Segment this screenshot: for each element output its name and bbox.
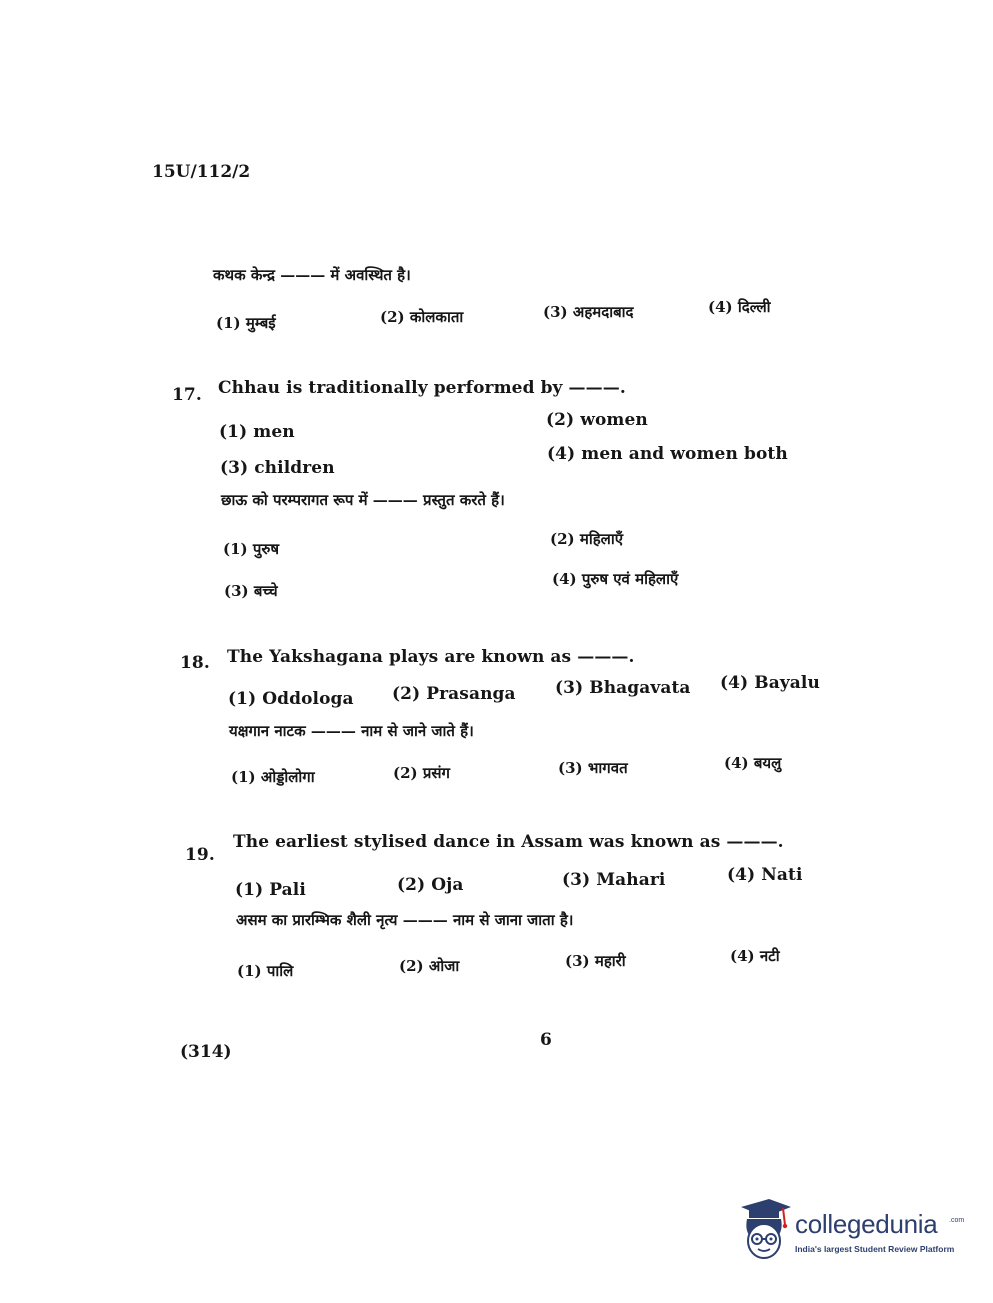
paper-code: 15U/112/2 xyxy=(152,162,251,182)
q19-option-1-english: (1) Pali xyxy=(235,880,306,900)
q19-option-3-english: (3) Mahari xyxy=(562,870,666,890)
q18-option-3-english: (3) Bhagavata xyxy=(555,678,691,698)
watermark-tagline: India's largest Student Review Platform xyxy=(795,1244,955,1254)
q16-option-3-hindi: (3) अहमदाबाद xyxy=(543,303,634,321)
q16-option-1-hindi: (1) मुम्बई xyxy=(216,314,276,332)
q16-option-2-hindi: (2) कोलकाता xyxy=(380,308,464,326)
student-mascot-icon xyxy=(735,1195,795,1267)
q17-option-1-hindi: (1) पुरुष xyxy=(223,540,280,558)
q18-option-1-hindi: (1) ओड्डोलोगा xyxy=(231,768,315,786)
q18-option-4-english: (4) Bayalu xyxy=(720,673,820,693)
q17-stem-english: Chhau is traditionally performed by ———. xyxy=(218,378,626,398)
q16-stem-hindi: कथक केन्द्र ——— में अवस्थित है। xyxy=(213,266,411,284)
q19-number: 19. xyxy=(185,845,215,865)
q19-option-2-hindi: (2) ओजा xyxy=(399,957,460,975)
q18-option-2-hindi: (2) प्रसंग xyxy=(393,764,450,782)
q17-option-1-english: (1) men xyxy=(219,422,295,442)
q18-option-3-hindi: (3) भागवत xyxy=(558,759,628,777)
q19-stem-english: The earliest stylised dance in Assam was known as ———. xyxy=(233,832,784,852)
q18-option-1-english: (1) Oddologa xyxy=(228,689,354,709)
q17-option-3-hindi: (3) बच्चे xyxy=(224,582,278,600)
q17-option-3-english: (3) children xyxy=(220,458,335,478)
q16-option-4-hindi: (4) दिल्ली xyxy=(708,298,771,316)
footer-code: (314) xyxy=(180,1042,232,1062)
page-number: 6 xyxy=(540,1030,552,1050)
q18-option-4-hindi: (4) बयलु xyxy=(724,754,782,772)
q19-stem-hindi: असम का प्रारम्भिक शैली नृत्य ——— नाम से जाना जाता है। xyxy=(236,911,574,929)
q19-option-1-hindi: (1) पालि xyxy=(237,962,294,980)
q19-option-4-hindi: (4) नटी xyxy=(730,947,780,965)
q18-stem-english: The Yakshagana plays are known as ———. xyxy=(227,647,635,667)
collegedunia-watermark xyxy=(735,1195,965,1267)
q17-option-4-hindi: (4) पुरुष एवं महिलाएँ xyxy=(552,570,679,588)
q17-number: 17. xyxy=(172,385,202,405)
q18-stem-hindi: यक्षगान नाटक ——— नाम से जाने जाते हैं। xyxy=(229,722,474,740)
q18-number: 18. xyxy=(180,653,210,673)
q19-option-2-english: (2) Oja xyxy=(397,875,464,895)
q17-option-2-english: (2) women xyxy=(546,410,648,430)
q19-option-4-english: (4) Nati xyxy=(727,865,803,885)
q17-stem-hindi: छाऊ को परम्परागत रूप में ——— प्रस्तुत करते हैं। xyxy=(221,491,505,509)
q18-option-2-english: (2) Prasanga xyxy=(392,684,516,704)
q19-option-3-hindi: (3) महारी xyxy=(565,952,626,970)
watermark-brand-name: collegedunia xyxy=(795,1209,938,1239)
q17-option-4-english: (4) men and women both xyxy=(547,444,788,464)
q17-option-2-hindi: (2) महिलाएँ xyxy=(550,530,624,548)
watermark-domain-suffix: .com xyxy=(949,1217,965,1224)
